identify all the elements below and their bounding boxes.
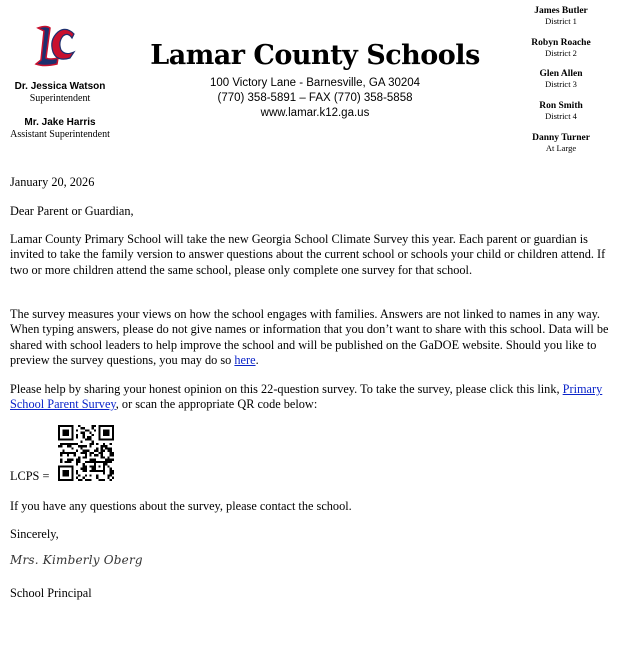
board-member-name: Ron Smith <box>539 101 583 111</box>
paragraph-2-end: . <box>255 352 259 367</box>
signer-title: School Principal <box>10 586 92 600</box>
board-member-district: District 2 <box>545 48 577 58</box>
letter-sign-off: Sincerely, <box>10 527 59 541</box>
paragraph-2-text: The survey measures your views on how the school engages with families. Answers are not linked to names in any way. When typing answers, please do not give names or information that you don’t want to share with this school. Data will be shared with school leaders to help improve the school and will be published on the GaDOE website. Should you like to preview the survey questions, you may do so <box>10 307 609 367</box>
board-member-district: District 1 <box>545 16 577 26</box>
letter-paragraph-2 <box>10 307 610 368</box>
district-title: Lamar County Schools <box>150 40 480 71</box>
paragraph-3-end: , or scan the appropriate QR code below: <box>115 397 318 412</box>
district-website: www.lamar.k12.ga.us <box>260 107 370 119</box>
letter-greeting: Dear Parent or Guardian, <box>10 204 134 218</box>
board-member <box>520 133 602 153</box>
qr-label: LCPS = <box>10 469 50 483</box>
assistant-superintendent-name: Mr. Jake Harris <box>24 117 96 128</box>
paragraph-3-text: Please help by sharing your honest opinion on this 22-question survey. To take the survey, please click this link, <box>10 382 563 396</box>
assistant-superintendent-role: Assistant Superintendent <box>10 129 110 140</box>
signature: Mrs. Kimberly Oberg <box>10 553 143 567</box>
parent-survey-link[interactable]: Primary School Parent Survey <box>10 382 603 412</box>
district-logo-icon <box>32 22 78 70</box>
letter-paragraph-4: If you have any questions about the survey, please contact the school. <box>10 499 352 513</box>
district-address: 100 Victory Lane - Barnesville, GA 30204 <box>209 77 421 89</box>
district-phone: (770) 358-5891 – FAX (770) 358-5858 <box>217 92 413 104</box>
board-member-district: District 4 <box>545 111 577 121</box>
letter-paragraph-3 <box>10 382 610 413</box>
survey-qr-code-icon[interactable] <box>58 425 114 481</box>
letter-paragraph-1: Lamar County Primary School will take the new Georgia School Climate Survey this year. Each parent or guardian is invited to take the family version to answer questions about the current school or schools your child or children attend. If two or more children attend the same school, please only complete one survey for that school. <box>10 232 606 277</box>
board-member <box>520 6 602 26</box>
assistant-superintendent-block <box>0 117 120 141</box>
board-member-name: James Butler <box>534 6 588 16</box>
superintendent-role: Superintendent <box>29 93 91 104</box>
board-member-district: At Large <box>545 143 577 153</box>
preview-questions-link[interactable]: here <box>234 352 256 367</box>
superintendent-name: Dr. Jessica Watson <box>14 81 106 92</box>
board-member-name: Glen Allen <box>539 69 583 79</box>
board-member <box>520 69 602 89</box>
board-member-name: Danny Turner <box>532 133 590 143</box>
board-member <box>520 101 602 121</box>
board-member-district: District 3 <box>545 79 577 89</box>
letter-date: January 20, 2026 <box>10 175 95 189</box>
board-member <box>520 38 602 58</box>
board-member-name: Robyn Roache <box>531 38 591 48</box>
superintendent-block <box>0 81 120 105</box>
